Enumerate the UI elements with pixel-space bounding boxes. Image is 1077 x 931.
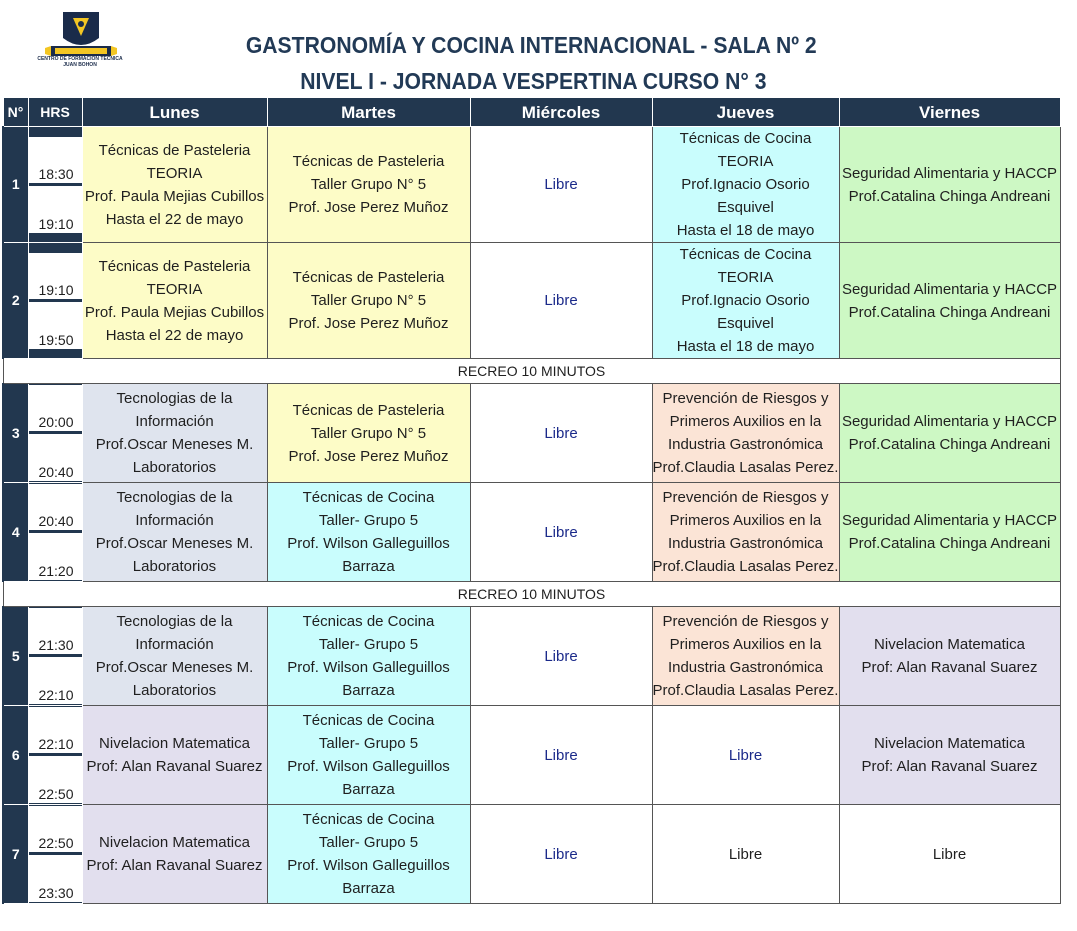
start-time: 18:30 xyxy=(29,137,82,183)
schedule-table xyxy=(2,97,1061,904)
class-cell-line: Prof: Alan Ravanal Suarez xyxy=(86,857,263,874)
class-cell-martes xyxy=(267,127,470,243)
period-number: 6 xyxy=(3,706,28,805)
class-cell-lunes xyxy=(82,607,267,706)
class-cell-jueves xyxy=(652,127,839,243)
class-cell-martes xyxy=(267,483,470,582)
period-number: 5 xyxy=(3,607,28,706)
class-cell-line: Nivelacion Matematica xyxy=(99,735,250,752)
class-cell-line: Hasta el 18 de mayo xyxy=(676,338,815,355)
class-cell-martes xyxy=(267,607,470,706)
class-cell-line: Industria Gastronómica xyxy=(667,535,824,552)
class-cell-line: Barraza xyxy=(342,781,395,798)
class-cell-martes xyxy=(267,805,470,904)
period-hours xyxy=(28,483,82,582)
col-header-miercoles: Miércoles xyxy=(470,98,652,127)
class-cell-jueves xyxy=(652,384,839,483)
page-subtitle: NIVEL I - JORNADA VESPERTINA CURSO N° 3 xyxy=(300,68,767,94)
schedule-row xyxy=(3,384,1060,483)
period-hours xyxy=(28,805,82,904)
logo-text-line2: JUAN BOHON xyxy=(63,62,97,68)
class-cell-line: Prof. Wilson Galleguillos xyxy=(287,659,450,676)
class-cell-line: Prof. Paula Mejias Cubillos xyxy=(84,303,265,321)
schedule-row xyxy=(3,607,1060,706)
period-hours xyxy=(28,607,82,706)
class-cell-line: Información xyxy=(135,636,214,653)
class-cell-miercoles xyxy=(470,384,652,483)
class-cell-line: Taller- Grupo 5 xyxy=(318,834,419,851)
class-cell-line: Barraza xyxy=(342,558,395,575)
page-title: GASTRONOMÍA Y COCINA INTERNACIONAL - SALA Nº 2 xyxy=(246,32,817,58)
start-time: 20:00 xyxy=(29,385,82,431)
class-cell-miercoles xyxy=(470,706,652,805)
class-cell-line: Hasta el 22 de mayo xyxy=(105,210,244,228)
class-cell-line: Tecnologias de la xyxy=(116,489,233,506)
start-time: 20:40 xyxy=(29,484,82,530)
class-cell-lunes xyxy=(82,127,267,243)
class-cell-line: Seguridad Alimentaria y HACCP xyxy=(841,164,1058,182)
class-cell-line: Primeros Auxilios en la xyxy=(669,512,822,529)
class-cell-lunes xyxy=(82,805,267,904)
start-time: 22:50 xyxy=(29,806,82,852)
class-cell-line: Prof.Ignacio Osorio Esquivel xyxy=(681,292,810,332)
class-cell-viernes xyxy=(839,607,1060,706)
class-cell-line: Laboratorios xyxy=(132,459,217,476)
period-number: 7 xyxy=(3,805,28,904)
period-number: 1 xyxy=(3,127,28,243)
class-cell-line: Taller Grupo N° 5 xyxy=(310,176,427,193)
class-cell-line: Prof. Paula Mejias Cubillos xyxy=(84,187,265,205)
class-cell-line: Barraza xyxy=(342,682,395,699)
class-cell-line: Taller- Grupo 5 xyxy=(318,636,419,653)
recreo-row xyxy=(3,359,1060,384)
col-header-lunes: Lunes xyxy=(82,98,267,127)
class-cell-line: Información xyxy=(135,413,214,430)
class-cell-line: Industria Gastronómica xyxy=(667,659,824,676)
period-number: 2 xyxy=(3,243,28,359)
class-cell-jueves xyxy=(652,805,839,904)
recreo-label: RECREO 10 MINUTOS xyxy=(3,359,1060,384)
class-cell-line: Prof. Jose Perez Muñoz xyxy=(288,315,449,332)
class-cell-viernes xyxy=(839,706,1060,805)
period-number: 3 xyxy=(3,384,28,483)
class-cell-line: Libre xyxy=(728,845,763,863)
period-hours xyxy=(28,127,82,243)
class-cell-line: TEORIA xyxy=(146,164,203,182)
class-cell-line: Libre xyxy=(728,746,763,764)
class-cell-line: Técnicas de Pasteleria xyxy=(292,269,445,286)
class-cell-line: Prevención de Riesgos y xyxy=(662,489,829,506)
col-header-hrs: HRS xyxy=(28,98,82,127)
class-cell-line: Técnicas de Cocina xyxy=(302,712,435,729)
class-cell-line: Libre xyxy=(544,845,578,863)
class-cell-line: Prof. Wilson Galleguillos xyxy=(287,758,450,775)
class-cell-line: Prof. Jose Perez Muñoz xyxy=(288,447,449,465)
class-cell-line: Prof.Catalina Chinga Andreani xyxy=(848,187,1051,205)
start-time: 22:10 xyxy=(29,707,82,753)
class-cell-viernes xyxy=(839,483,1060,582)
class-cell-line: Prof.Claudia Lasalas Perez. xyxy=(652,459,839,476)
class-cell-line: Prof: Alan Ravanal Suarez xyxy=(861,758,1038,775)
class-cell-line: Barraza xyxy=(342,880,395,897)
class-cell-line: Seguridad Alimentaria y HACCP xyxy=(841,280,1058,298)
col-header-martes: Martes xyxy=(267,98,470,127)
class-cell-line: Técnicas de Cocina xyxy=(679,130,812,147)
schedule-row xyxy=(3,127,1060,243)
class-cell-line: Tecnologias de la xyxy=(116,390,233,407)
recreo-row xyxy=(3,582,1060,607)
class-cell-line: Taller- Grupo 5 xyxy=(318,735,419,752)
end-time: 22:10 xyxy=(29,657,82,704)
class-cell-line: Técnicas de Cocina xyxy=(302,811,435,828)
class-cell-line: Libre xyxy=(544,746,578,764)
class-cell-line: Tecnologias de la xyxy=(116,613,233,630)
class-cell-line: Técnicas de Pasteleria xyxy=(292,153,445,170)
end-time: 21:20 xyxy=(29,533,82,580)
class-cell-jueves xyxy=(652,243,839,359)
class-cell-line: Prof.Oscar Meneses M. xyxy=(95,659,254,676)
class-cell-martes xyxy=(267,243,470,359)
class-cell-line: Taller Grupo N° 5 xyxy=(310,424,427,442)
class-cell-miercoles xyxy=(470,127,652,243)
class-cell-line: Nivelacion Matematica xyxy=(874,636,1025,653)
class-cell-miercoles xyxy=(470,243,652,359)
end-time: 20:40 xyxy=(29,434,82,481)
class-cell-line: Libre xyxy=(544,176,578,193)
class-cell-line: Seguridad Alimentaria y HACCP xyxy=(841,512,1058,529)
class-cell-line: TEORIA xyxy=(717,153,774,170)
class-cell-line: Prof. Wilson Galleguillos xyxy=(287,857,450,874)
class-cell-line: Laboratorios xyxy=(132,682,217,699)
class-cell-line: Técnicas de Pasteleria xyxy=(98,141,251,159)
class-cell-miercoles xyxy=(470,483,652,582)
class-cell-line: Prof.Oscar Meneses M. xyxy=(95,436,254,453)
class-cell-line: Prof: Alan Ravanal Suarez xyxy=(86,758,263,775)
recreo-label: RECREO 10 MINUTOS xyxy=(3,582,1060,607)
col-header-num: N° xyxy=(3,98,28,127)
end-time: 22:50 xyxy=(29,756,82,803)
class-cell-line: Libre xyxy=(544,292,578,309)
class-cell-line: Prof.Claudia Lasalas Perez. xyxy=(652,682,839,699)
schedule-row xyxy=(3,483,1060,582)
class-cell-line: Libre xyxy=(932,845,967,863)
end-time: 19:10 xyxy=(29,186,82,233)
period-hours xyxy=(28,384,82,483)
schedule-row xyxy=(3,243,1060,359)
class-cell-viernes xyxy=(839,243,1060,359)
class-cell-line: Hasta el 22 de mayo xyxy=(105,326,244,344)
class-cell-line: Libre xyxy=(544,424,578,442)
class-cell-lunes xyxy=(82,706,267,805)
start-time: 19:10 xyxy=(29,253,82,299)
start-time: 21:30 xyxy=(29,608,82,654)
class-cell-line: Hasta el 18 de mayo xyxy=(676,222,815,239)
class-cell-jueves xyxy=(652,706,839,805)
class-cell-lunes xyxy=(82,243,267,359)
class-cell-line: Prof. Jose Perez Muñoz xyxy=(288,199,449,216)
class-cell-line: Laboratorios xyxy=(132,558,217,575)
class-cell-line: Prof. Wilson Galleguillos xyxy=(287,535,450,552)
logo-text-line1: CENTRO DE FORMACION TECNICA xyxy=(37,56,123,62)
class-cell-line: Libre xyxy=(544,647,578,665)
class-cell-line: Taller- Grupo 5 xyxy=(318,512,419,529)
class-cell-lunes xyxy=(82,384,267,483)
class-cell-line: Seguridad Alimentaria y HACCP xyxy=(841,413,1058,430)
class-cell-line: Primeros Auxilios en la xyxy=(669,636,822,653)
class-cell-line: TEORIA xyxy=(717,269,774,286)
class-cell-line: Prof.Claudia Lasalas Perez. xyxy=(652,558,839,575)
period-number: 4 xyxy=(3,483,28,582)
class-cell-line: Técnicas de Cocina xyxy=(302,489,435,506)
class-cell-line: Técnicas de Cocina xyxy=(302,613,435,630)
class-cell-viernes xyxy=(839,384,1060,483)
class-cell-line: Prof.Catalina Chinga Andreani xyxy=(848,535,1051,552)
class-cell-line: TEORIA xyxy=(146,280,203,298)
class-cell-lunes xyxy=(82,483,267,582)
class-cell-line: Técnicas de Pasteleria xyxy=(292,401,445,419)
class-cell-martes xyxy=(267,384,470,483)
period-hours xyxy=(28,243,82,359)
class-cell-line: Industria Gastronómica xyxy=(667,436,824,453)
class-cell-jueves xyxy=(652,483,839,582)
class-cell-line: Prevención de Riesgos y xyxy=(662,613,829,630)
end-time: 23:30 xyxy=(29,855,82,902)
class-cell-jueves xyxy=(652,607,839,706)
schedule-row xyxy=(3,805,1060,904)
class-cell-line: Taller Grupo N° 5 xyxy=(310,292,427,309)
class-cell-viernes xyxy=(839,805,1060,904)
end-time: 19:50 xyxy=(29,302,82,349)
class-cell-viernes xyxy=(839,127,1060,243)
class-cell-line: Nivelacion Matematica xyxy=(874,735,1025,752)
col-header-jueves: Jueves xyxy=(652,98,839,127)
class-cell-line: Información xyxy=(135,512,214,529)
header-row xyxy=(3,98,1060,127)
class-cell-line: Prof.Oscar Meneses M. xyxy=(95,535,254,552)
schedule-row xyxy=(3,706,1060,805)
class-cell-line: Prof.Catalina Chinga Andreani xyxy=(848,303,1051,321)
class-cell-line: Prevención de Riesgos y xyxy=(662,390,829,407)
class-cell-martes xyxy=(267,706,470,805)
col-header-viernes: Viernes xyxy=(839,98,1060,127)
class-cell-line: Técnicas de Pasteleria xyxy=(98,257,251,275)
class-cell-line: Prof.Ignacio Osorio Esquivel xyxy=(681,176,810,216)
class-cell-line: Libre xyxy=(544,523,578,541)
class-cell-line: Prof.Catalina Chinga Andreani xyxy=(848,436,1051,453)
class-cell-line: Prof: Alan Ravanal Suarez xyxy=(861,659,1038,676)
class-cell-line: Nivelacion Matematica xyxy=(99,834,250,851)
class-cell-line: Primeros Auxilios en la xyxy=(669,413,822,430)
period-hours xyxy=(28,706,82,805)
class-cell-miercoles xyxy=(470,607,652,706)
class-cell-line: Técnicas de Cocina xyxy=(679,246,812,263)
class-cell-miercoles xyxy=(470,805,652,904)
